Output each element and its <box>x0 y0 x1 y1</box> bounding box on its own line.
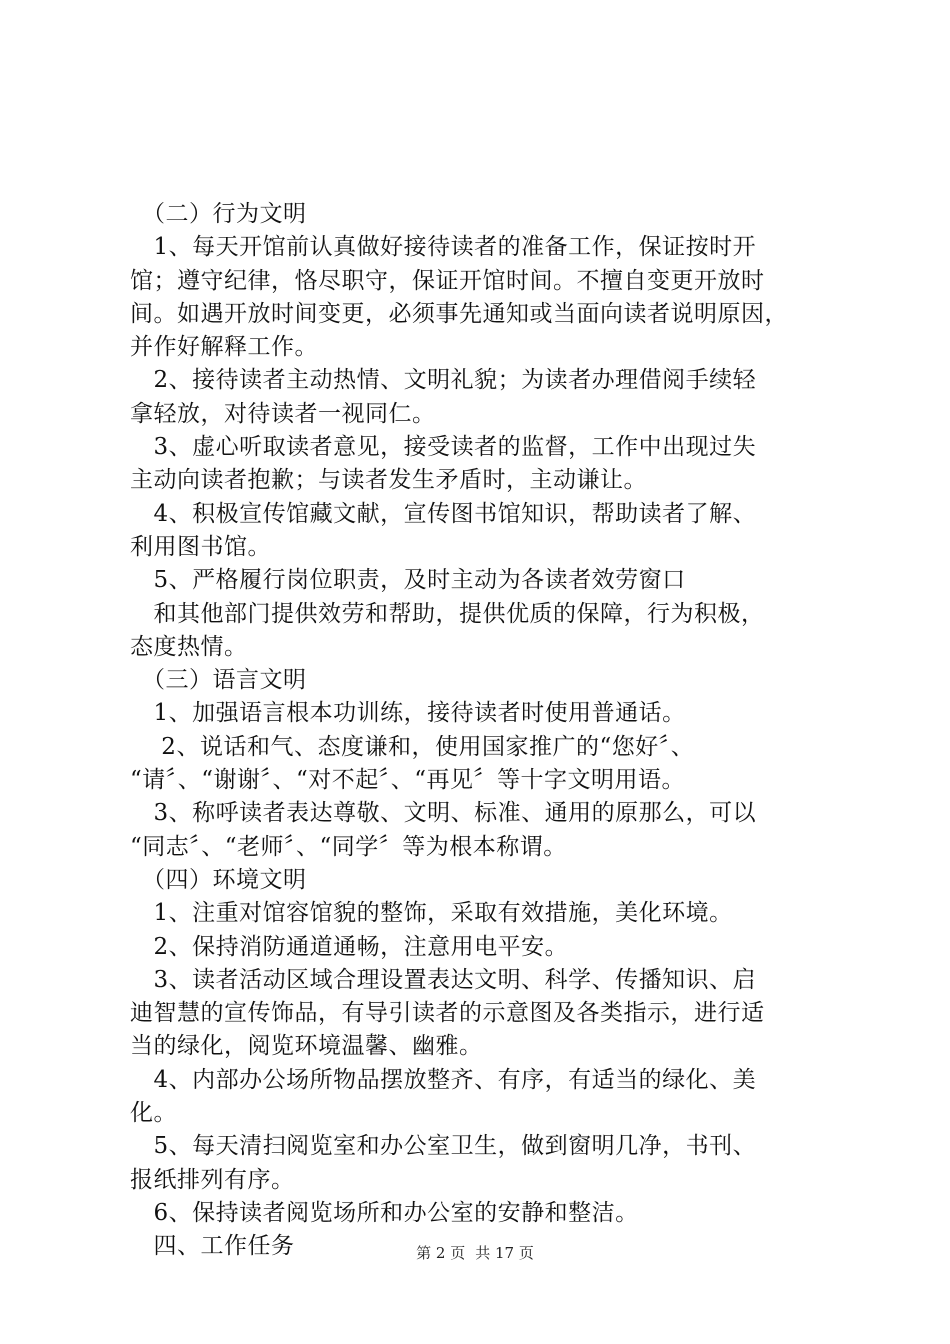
paragraph-line: 1、加强语言根本功训练，接待读者时使用普通话。 <box>130 700 686 727</box>
paragraph-line: 3、称呼读者表达尊敬、文明、标准、通用的原那么，可以 <box>130 800 757 827</box>
paragraph-line: 和其他部门提供效劳和帮助，提供优质的保障，行为积极， <box>130 600 765 627</box>
paragraph-line: 拿轻放，对待读者一视同仁。 <box>130 400 436 427</box>
paragraph-line: 迪智慧的宣传饰品，有导引读者的示意图及各类指示，进行适 <box>130 1000 765 1027</box>
paragraph-line: 并作好解释工作。 <box>130 334 318 361</box>
paragraph-line: “同志〞、“老师〞、“同学〞等为根本称谓。 <box>130 833 567 860</box>
page-footer <box>0 1243 950 1263</box>
heading-work-tasks: 四、工作任务 <box>130 1233 295 1260</box>
paragraph-line: 馆；遵守纪律，恪尽职守，保证开馆时间。不擅自变更开放时 <box>130 267 765 294</box>
paragraph-line: 利用图书馆。 <box>130 533 271 560</box>
paragraph-line: 1、每天开馆前认真做好接待读者的准备工作，保证按时开 <box>130 234 757 261</box>
paragraph-line: 当的绿化，阅览环境温馨、幽雅。 <box>130 1033 483 1060</box>
paragraph-line: 4、积极宣传馆藏文献，宣传图书馆知识，帮助读者了解、 <box>130 500 757 527</box>
heading-environment-civility: （四）环境文明 <box>130 866 307 893</box>
page-number: 第 2 页 <box>416 1244 466 1262</box>
paragraph-line: 主动向读者抱歉；与读者发生矛盾时，主动谦让。 <box>130 467 647 494</box>
paragraph-line: 2、说话和气、态度谦和，使用国家推广的“您好〞、 <box>130 733 695 760</box>
paragraph-line: 4、内部办公场所物品摆放整齐、有序，有适当的绿化、美 <box>130 1066 757 1093</box>
page-total: 共 17 页 <box>475 1244 534 1262</box>
paragraph-line: 3、虚心听取读者意见，接受读者的监督，工作中出现过失 <box>130 434 757 461</box>
document-body <box>130 198 835 1264</box>
paragraph-line: 6、保持读者阅览场所和办公室的安静和整洁。 <box>130 1199 639 1226</box>
paragraph-line: 1、注重对馆容馆貌的整饰，采取有效措施，美化环境。 <box>130 900 733 927</box>
heading-language-civility: （三）语言文明 <box>130 667 307 694</box>
paragraph-line: 3、读者活动区域合理设置表达文明、科学、传播知识、启 <box>130 966 757 993</box>
paragraph-line: 报纸排列有序。 <box>130 1166 295 1193</box>
paragraph-line: 2、保持消防通道通畅，注意用电平安。 <box>130 933 569 960</box>
paragraph-line: 2、接待读者主动热情、文明礼貌；为读者办理借阅手续轻 <box>130 367 757 394</box>
paragraph-line: 化。 <box>130 1100 177 1127</box>
paragraph-line: 态度热情。 <box>130 633 248 660</box>
paragraph-line: 间。如遇开放时间变更，必须事先通知或当面向读者说明原因， <box>130 300 788 327</box>
heading-behavior-civility: （二）行为文明 <box>130 201 307 227</box>
paragraph-line: 5、每天清扫阅览室和办公室卫生，做到窗明几净，书刊、 <box>130 1133 757 1160</box>
paragraph-line: 5、严格履行岗位职责，及时主动为各读者效劳窗口 <box>130 567 686 594</box>
paragraph-line: “请〞、“谢谢〞、“对不起〞、“再见〞等十字文明用语。 <box>130 767 686 794</box>
